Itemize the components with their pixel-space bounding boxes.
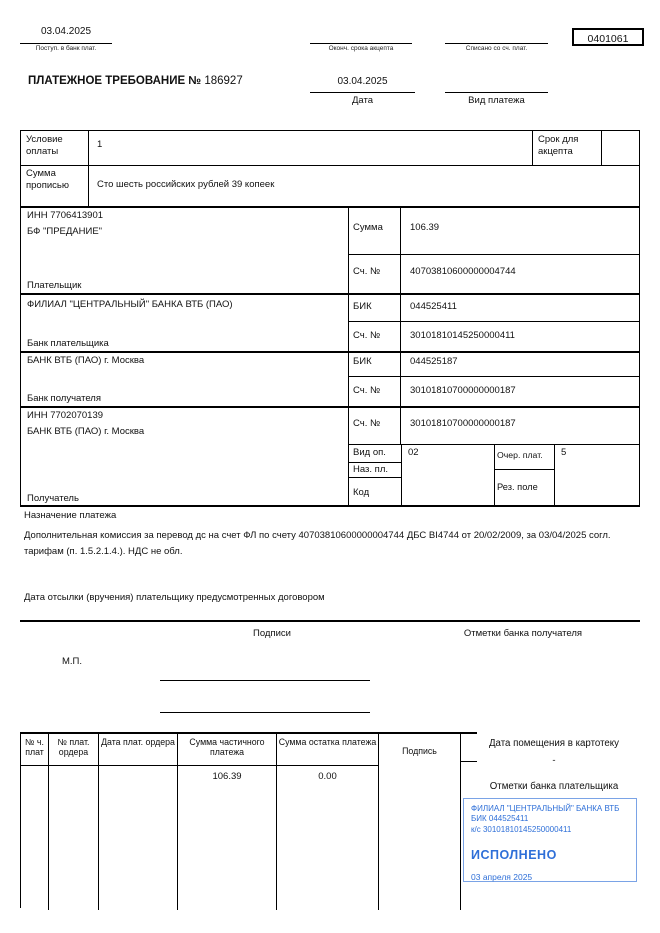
- debited-line: [445, 43, 548, 44]
- payee-inn: ИНН 7702070139: [27, 410, 104, 421]
- payee-row: [21, 406, 639, 506]
- received-in-bank-label: Поступ. в банк плат.: [35, 45, 97, 52]
- code-label: Код: [353, 487, 370, 498]
- priority-label: Очер. плат.: [494, 444, 554, 470]
- table-top-border-extension: [460, 732, 477, 734]
- document-title: ПЛАТЕЖНОЕ ТРЕБОВАНИЕ №: [28, 75, 202, 87]
- condition-value: 1: [97, 139, 103, 150]
- signatures-label: Подписи: [253, 628, 291, 639]
- payee-account: 30101810700000000187: [410, 418, 516, 429]
- payer-bank-account: 30101810145250000411: [410, 330, 515, 341]
- received-date-line: [20, 43, 112, 44]
- sent-date-label: Дата отсылки (вручения) плательщику предусмотренных договором: [24, 592, 325, 603]
- payer-account-label: Сч. №: [348, 254, 401, 293]
- payer-row: [21, 206, 639, 295]
- payer-inn: ИНН 7706413901: [27, 210, 104, 221]
- priority-value: 5: [561, 447, 567, 458]
- payee-label: Получатель: [27, 493, 79, 504]
- rest-amount-value: 0.00: [318, 771, 337, 782]
- stamp-status: ИСПОЛНЕНО: [471, 848, 557, 863]
- payer-name: БФ "ПРЕДАНИЕ": [27, 226, 103, 237]
- document-date: 03.04.2025: [337, 76, 388, 87]
- acceptance-end-line: [310, 43, 412, 44]
- document-number: 186927: [204, 75, 243, 87]
- payee-bank-bik: 044525187: [410, 356, 458, 367]
- card-file-value: -: [552, 755, 556, 766]
- payer-bank-label: Банк плательщика: [27, 338, 109, 349]
- payment-kind-label: Вид платежа: [468, 95, 525, 106]
- op-type-value: 02: [408, 447, 419, 458]
- purpose-field-label: Наз. пл.: [348, 463, 401, 478]
- form-code-box: 0401061: [572, 28, 644, 46]
- payer-account: 40703810600000004744: [410, 266, 516, 277]
- amount-words-label: Сумма прописью: [21, 165, 89, 206]
- acceptance-end-label: Оконч. срока акцепта: [328, 45, 394, 52]
- col-header-order-date: Дата плат. ордера: [99, 737, 177, 766]
- payee-name: БАНК ВТБ (ПАО) г. Москва: [27, 426, 145, 437]
- amount-words-value: Сто шесть российских рублей 39 копеек: [97, 179, 275, 190]
- signature-line-1: [160, 680, 370, 681]
- payer-bank-bik: 044525411: [410, 301, 457, 312]
- col-header-part-number: № ч. плат: [21, 737, 48, 766]
- col-header-signature: Подпись: [402, 746, 437, 756]
- payee-bank-account: 30101810700000000187: [410, 385, 516, 396]
- debited-label: Списано со сч. плат.: [465, 45, 528, 52]
- bank-stamp: [463, 798, 637, 882]
- payer-bank-marks-label: Отметки банка плательщика: [489, 781, 619, 792]
- payee-account-label: Сч. №: [348, 406, 401, 444]
- card-file-label: Дата помещения в картотеку: [488, 738, 620, 749]
- payment-kind-line: [445, 92, 548, 93]
- payee-bank-label: Банк получателя: [27, 393, 101, 404]
- operation-grid: [348, 444, 639, 506]
- seal-label: М.П.: [62, 656, 83, 667]
- payee-bank-marks-label: Отметки банка получателя: [463, 628, 583, 639]
- purpose-text: Дополнительная комиссия за перевод дс на счет ФЛ по счету 40703810600000004744 ДБС BI4744 от 20/02/2009, за 03/04/2025 согл. тарифам (п. 1.5.2.1.4.). НДС не обл.: [24, 530, 611, 557]
- amount-label: Сумма: [348, 206, 401, 254]
- payer-bank-name: ФИЛИАЛ "ЦЕНТРАЛЬНЫЙ" БАНКА ВТБ (ПАО): [27, 299, 233, 310]
- payee-bank-bik-label: БИК: [348, 351, 401, 376]
- condition-row: [21, 131, 639, 166]
- payer-bank-bik-label: БИК: [348, 295, 401, 321]
- signatures-separator-line: [20, 620, 640, 622]
- date-line: [310, 92, 415, 93]
- date-label: Дата: [351, 95, 374, 106]
- partial-payments-table: [20, 732, 460, 908]
- stamp-bik: БИК 044525411: [471, 814, 529, 824]
- stamp-date: 03 апреля 2025: [471, 872, 533, 883]
- acceptance-term-label: Срок для акцепта: [532, 131, 602, 165]
- payer-label: Плательщик: [27, 280, 82, 291]
- op-type-label: Вид оп.: [348, 444, 401, 463]
- col-header-rest-amount: Сумма остатка платежа: [277, 737, 378, 766]
- amount-words-row: [21, 165, 639, 208]
- received-in-bank-date: 03.04.2025: [40, 26, 92, 37]
- col-header-order-number: № плат. ордера: [49, 737, 98, 766]
- col-header-partial-amount: Сумма частичного платежа: [178, 737, 276, 766]
- payee-bank-name: БАНК ВТБ (ПАО) г. Москва: [27, 355, 145, 366]
- purpose-label: Назначение платежа: [24, 510, 117, 521]
- payee-bank-account-label: Сч. №: [348, 376, 401, 406]
- stamp-bank-name: ФИЛИАЛ "ЦЕНТРАЛЬНЫЙ" БАНКА ВТБ: [471, 804, 620, 813]
- payer-bank-account-label: Сч. №: [348, 321, 401, 351]
- amount-value: 106.39: [410, 222, 440, 233]
- signature-line-2: [160, 712, 370, 713]
- condition-label: Условие оплаты: [21, 131, 89, 165]
- payer-bank-row: [21, 295, 639, 353]
- payee-bank-row: [21, 351, 639, 408]
- stamp-corr-account: к/с 30101810145250000411: [471, 824, 572, 834]
- main-table: [20, 130, 640, 507]
- partial-amount-value: 106.39: [212, 771, 242, 782]
- reserve-field-label: Рез. поле: [497, 482, 538, 492]
